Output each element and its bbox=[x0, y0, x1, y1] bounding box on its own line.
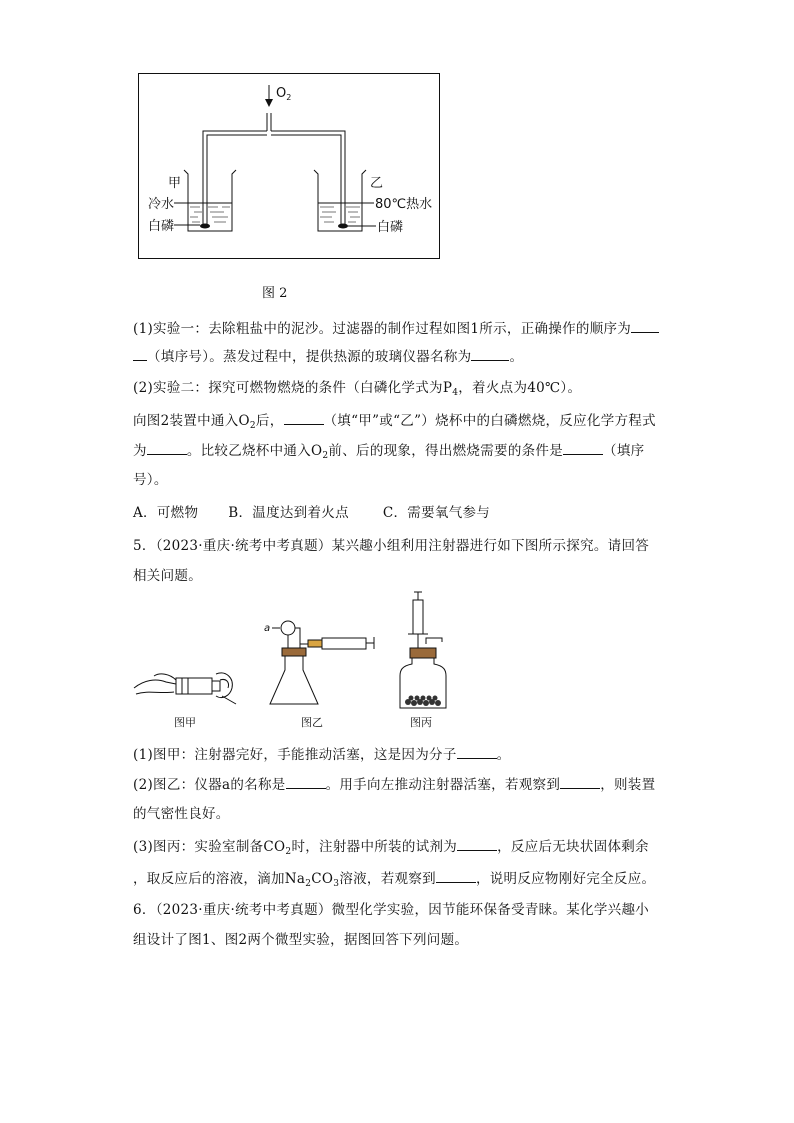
label-a: a bbox=[264, 623, 271, 634]
caption-yi: 图乙 bbox=[301, 716, 323, 729]
figure-jia-syringe-hands bbox=[130, 660, 240, 710]
answer-blank[interactable] bbox=[457, 744, 497, 759]
q5-part1: (1)图甲：注射器完好，手能推动活塞，这是因为分子 。 bbox=[133, 744, 510, 765]
figure-2-apparatus bbox=[138, 73, 440, 259]
label-hot-water: 80℃热水 bbox=[375, 197, 433, 212]
answer-blank[interactable] bbox=[563, 440, 603, 455]
label-yi: 乙 bbox=[370, 176, 384, 191]
answer-blank[interactable] bbox=[284, 410, 324, 425]
answer-blank[interactable] bbox=[560, 774, 600, 789]
q6-stem-line1: 6．（2023·重庆·统考中考真题）微型化学实验，因节能环保备受青睐。某化学兴趣小 bbox=[133, 902, 650, 918]
figure-bing-bottle-syringe bbox=[394, 590, 454, 712]
answer-blank[interactable] bbox=[147, 440, 187, 455]
q6-stem-line2: 组设计了图1、图2两个微型实验，据图回答下列问题。 bbox=[133, 932, 469, 948]
q5-part2-line2: 的气密性良好。 bbox=[133, 806, 230, 822]
answer-blank[interactable] bbox=[436, 868, 476, 883]
label-cold-water: 冷水 bbox=[148, 197, 175, 212]
label-white-phosphorus-left: 白磷 bbox=[148, 219, 175, 234]
label-white-phosphorus-right: 白磷 bbox=[377, 220, 404, 235]
answer-blank[interactable] bbox=[457, 836, 497, 851]
beaker-jia bbox=[184, 170, 236, 231]
option-a: A．可燃物 bbox=[133, 505, 199, 521]
label-jia: 甲 bbox=[168, 176, 182, 191]
q4-part2-line1: (2)实验二：探究可燃物燃烧的条件（白磷化学式为$P_4$，着火点为40℃）。 bbox=[133, 380, 582, 398]
q4-part1-line1: (1)实验一：去除粗盐中的泥沙。过滤器的制作过程如图1所示，正确操作的顺序为 bbox=[133, 318, 659, 339]
option-c: C．需要氧气参与 bbox=[382, 505, 491, 521]
q5-stem-line1: 5．（2023·重庆·统考中考真题）某兴趣小组利用注射器进行如下图所示探究。请回答 bbox=[133, 538, 650, 554]
o2-label: $O_2$ bbox=[276, 86, 292, 102]
figure-yi-flask-syringe bbox=[262, 618, 384, 710]
figure-2-caption: 图 2 bbox=[262, 286, 288, 301]
q4-part2-line3: 为 。比较乙烧杯中通入$O_2$前、后的现象，得出燃烧需要的条件是 （填序 bbox=[133, 440, 644, 466]
beaker-yi bbox=[314, 170, 366, 231]
q5-stem-line2: 相关问题。 bbox=[133, 568, 202, 584]
q4-part1-line2: （填序号）。蒸发过程中，提供热源的玻璃仪器名称为 。 bbox=[133, 346, 523, 367]
caption-bing: 图丙 bbox=[410, 716, 432, 729]
answer-blank[interactable] bbox=[286, 774, 326, 789]
answer-blank[interactable] bbox=[133, 346, 147, 361]
answer-blank[interactable] bbox=[631, 318, 659, 333]
option-b: B．温度达到着火点 bbox=[228, 505, 349, 521]
q5-part3-line2: ，取反应后的溶液，滴加$Na_2CO_3$溶液，若观察到 ，说明反应物刚好完全反应。 bbox=[133, 868, 655, 894]
answer-blank[interactable] bbox=[471, 346, 509, 361]
q4-part2-line2: 向图2装置中通入$O_2$后， （填“甲”或“乙”）烧杯中的白磷燃烧，反应化学方程式 bbox=[133, 410, 656, 436]
caption-jia: 图甲 bbox=[174, 716, 196, 729]
q5-part3-line1: (3)图丙：实验室制备$CO_2$时，注射器中所装的试剂为 ，反应后无块状固体剩余 bbox=[133, 836, 649, 862]
q4-options bbox=[133, 503, 490, 523]
q4-part2-line4: 号）。 bbox=[133, 472, 168, 488]
q5-part2-line1: (2)图乙：仪器a的名称是 。用手向左推动注射器活塞，若观察到 ，则装置 bbox=[133, 774, 655, 795]
